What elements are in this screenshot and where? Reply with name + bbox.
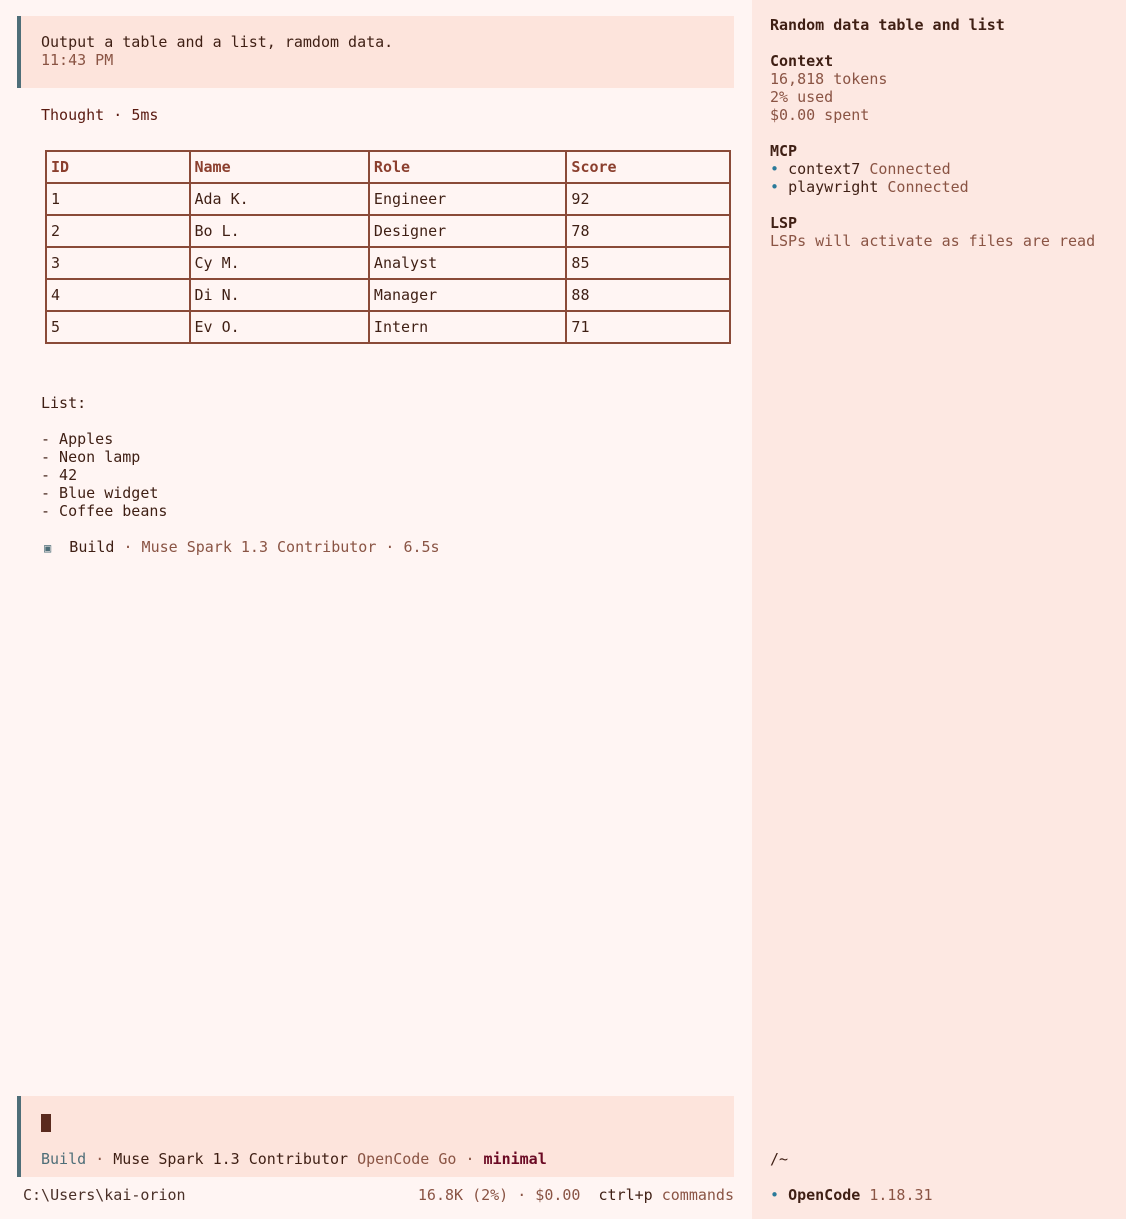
table-header: Score: [566, 151, 730, 183]
agent-selector[interactable]: Build: [41, 1150, 87, 1168]
shortcut-label: commands: [661, 1186, 734, 1204]
table-header: Role: [369, 151, 567, 183]
mcp-server-status: Connected: [887, 178, 969, 196]
list-item: - Apples: [41, 430, 114, 448]
mcp-section: [770, 142, 969, 196]
table-row: [46, 215, 730, 247]
table-cell: 3: [46, 247, 190, 279]
context-used: 2% used: [770, 88, 834, 106]
mcp-server-item: [770, 178, 969, 196]
list-item: - Blue widget: [41, 484, 159, 502]
thought-separator: ·: [113, 106, 123, 124]
build-duration: 6.5s: [403, 538, 440, 556]
table-cell: Cy M.: [190, 247, 369, 279]
text-cursor: [41, 1114, 51, 1132]
user-message-text: Output a table and a list, ramdom data.: [41, 33, 394, 51]
mcp-server-name: context7: [788, 160, 861, 178]
lsp-section: [770, 214, 1095, 250]
app-name: OpenCode: [788, 1186, 861, 1204]
table-cell: 78: [566, 215, 730, 247]
mcp-server-name: playwright: [788, 178, 879, 196]
lsp-message: LSPs will activate as files are read: [770, 232, 1096, 250]
sidebar-cwd: /~: [770, 1150, 789, 1168]
prompt-input[interactable]: [17, 1096, 734, 1177]
thought-indicator[interactable]: [41, 106, 158, 124]
context-spent: $0.00 spent: [770, 106, 870, 124]
build-square-icon: ▣: [44, 541, 52, 555]
mode-separator: ·: [465, 1150, 475, 1168]
mcp-server-status: Connected: [869, 160, 951, 178]
shortcut-key[interactable]: ctrl+p: [598, 1186, 653, 1204]
table-row: [46, 311, 730, 343]
status-dot-icon: •: [770, 178, 780, 196]
usage-stats: 16.8K (2%) · $0.00: [417, 1186, 581, 1204]
table-row: [46, 183, 730, 215]
table-header: Name: [190, 151, 369, 183]
list-item: - 42: [41, 466, 78, 484]
build-model: Muse Spark 1.3 Contributor: [141, 538, 377, 556]
table-row: [46, 279, 730, 311]
data-table: [45, 150, 731, 344]
build-separator: ·: [123, 538, 133, 556]
table-cell: 88: [566, 279, 730, 311]
table-cell: Bo L.: [190, 215, 369, 247]
table-cell: 85: [566, 247, 730, 279]
table-cell: Manager: [369, 279, 567, 311]
mcp-heading: MCP: [770, 142, 798, 160]
thought-label: Thought: [41, 106, 105, 124]
variant-selector[interactable]: minimal: [483, 1150, 547, 1168]
context-heading: Context: [770, 52, 834, 70]
mode-separator: ·: [95, 1150, 105, 1168]
session-sidebar: [752, 0, 1126, 1219]
table-cell: Di N.: [190, 279, 369, 311]
build-separator: ·: [385, 538, 395, 556]
version-number: 1.18.31: [869, 1186, 933, 1204]
table-cell: Engineer: [369, 183, 567, 215]
table-cell: 1: [46, 183, 190, 215]
provider-label: OpenCode Go: [357, 1150, 457, 1168]
list-item: - Coffee beans: [41, 502, 168, 520]
model-selector[interactable]: Muse Spark 1.3 Contributor: [113, 1150, 349, 1168]
app-version: [770, 1186, 933, 1204]
table-header-row: [46, 151, 730, 183]
build-status: [44, 538, 440, 557]
list-title: List:: [41, 394, 87, 412]
table-cell: 4: [46, 279, 190, 311]
table-cell: 92: [566, 183, 730, 215]
footer-status: [418, 1186, 734, 1204]
table-cell: Analyst: [369, 247, 567, 279]
status-dot-icon: •: [770, 160, 780, 178]
thought-duration: 5ms: [131, 106, 159, 124]
session-title: Random data table and list: [770, 16, 1005, 34]
table-cell: 71: [566, 311, 730, 343]
build-agent: Build: [69, 538, 115, 556]
table-cell: 2: [46, 215, 190, 247]
random-list: [41, 394, 167, 520]
mode-line: [41, 1150, 547, 1168]
mcp-server-item: [770, 160, 969, 178]
user-message-time: 11:43 PM: [41, 51, 114, 69]
table-cell: Ev O.: [190, 311, 369, 343]
working-directory: C:\Users\kai-orion: [23, 1186, 186, 1204]
table-header: ID: [46, 151, 190, 183]
status-dot-icon: •: [770, 1186, 780, 1204]
user-message: [17, 16, 734, 88]
table-cell: 5: [46, 311, 190, 343]
table-row: [46, 247, 730, 279]
list-item: - Neon lamp: [41, 448, 141, 466]
table-cell: Intern: [369, 311, 567, 343]
context-section: [770, 52, 887, 124]
lsp-heading: LSP: [770, 214, 798, 232]
table-cell: Designer: [369, 215, 567, 247]
table-cell: Ada K.: [190, 183, 369, 215]
context-tokens: 16,818 tokens: [770, 70, 888, 88]
